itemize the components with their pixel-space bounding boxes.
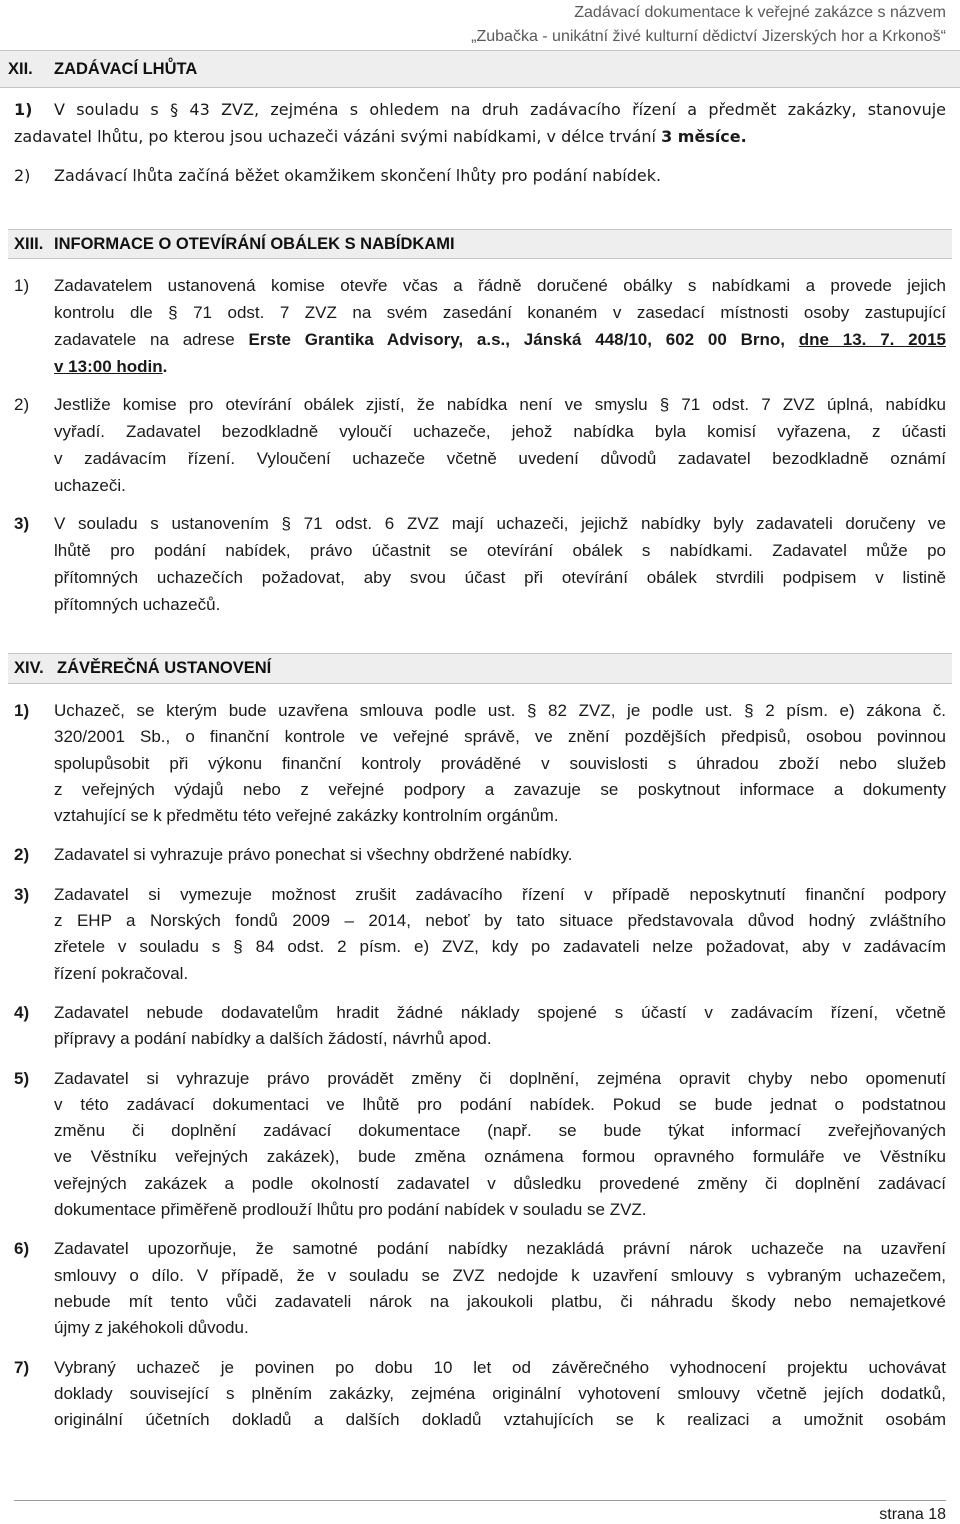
section-body bbox=[0, 272, 960, 618]
list-item bbox=[0, 842, 960, 868]
text-line: újmy z jakéhokoli důvodu. bbox=[54, 1318, 249, 1338]
item-number: 7) bbox=[14, 1357, 30, 1377]
text-line: Jestliže komise pro otevírání obálek zjistí, že nabídka není ve smyslu § 71 odst. 7 ZVZ úplná, nabídku bbox=[54, 394, 946, 414]
page-number: strana 18 bbox=[879, 1506, 946, 1523]
section-title: ZÁVĚREČNÁ USTANOVENÍ bbox=[57, 659, 272, 677]
text-line: Zadavatel upozorňuje, že samotné podání nabídky nezakládá právní nárok uchazeče na uzavření bbox=[54, 1239, 946, 1259]
text-line bbox=[54, 326, 946, 353]
text-line: zřetele v souladu s § 84 odst. 2 písm. e) ZVZ, kdy po zadavateli nelze požadovat, aby v zadávacím bbox=[54, 937, 946, 957]
text-line: originální účetních dokladů a dalších dokladů vztahujících se k realizaci a umožnit osobám bbox=[54, 1410, 946, 1430]
item-number: 1) bbox=[14, 100, 33, 119]
header-document-title: Zadávací dokumentace k veřejné zakázce s názvem bbox=[574, 4, 946, 21]
section-body bbox=[0, 698, 960, 1433]
footer-rule bbox=[14, 1500, 946, 1501]
list-item bbox=[0, 97, 960, 150]
bold-text: 3 měsíce. bbox=[661, 126, 747, 146]
item-number: 3) bbox=[14, 884, 30, 904]
item-number: 1) bbox=[14, 275, 30, 295]
item-number: 5) bbox=[14, 1068, 30, 1088]
section-xiv bbox=[0, 653, 960, 1433]
header-project-name: „Zubačka - unikátní živé kulturní dědictví Jizerských hor a Krkonoš“ bbox=[471, 28, 946, 45]
bold-text: Erste Grantika Advisory, a.s., Jánská 448/10, 602 00 Brno, bbox=[248, 329, 799, 349]
text-line: vztahující se k předmětu této veřejné zakázky kontrolním orgánům. bbox=[54, 806, 559, 826]
section-xiii bbox=[0, 229, 960, 618]
text-segment: zadavatele na adrese bbox=[54, 329, 249, 349]
text-line: spolupůsobit při výkonu finanční kontroly prováděné v souvislosti s úhradou zboží nebo služeb bbox=[54, 753, 946, 773]
text-line: nebude mít tento vůči zadavateli nárok na jakoukoli platbu, či náhradu škody nebo nemajetkové bbox=[54, 1291, 946, 1311]
text-line: Vybraný uchazeč je povinen po dobu 10 let od závěrečného vyhodnocení projektu uchovávat bbox=[54, 1357, 946, 1377]
text-line: Zadavatel si vyhrazuje právo provádět změny či doplnění, zejména opravit chyby nebo opomenutí bbox=[54, 1068, 946, 1088]
text-line: vyřadí. Zadavatel bezodkladně vyloučí uchazeče, jehož nabídka byla komisí vyřazena, z účasti bbox=[54, 421, 946, 441]
list-item bbox=[0, 882, 960, 987]
section-title: INFORMACE O OTEVÍRÁNÍ OBÁLEK S NABÍDKAMI bbox=[54, 235, 455, 253]
text-line: přítomných uchazečů. bbox=[54, 594, 221, 614]
text-line: doklady související s plněním zakázky, zejména originální vyhotovení smlouvy včetně jejích dodatků, bbox=[54, 1383, 946, 1403]
item-number: 2) bbox=[14, 166, 31, 185]
list-item bbox=[0, 1066, 960, 1224]
text-line: V souladu s ustanovením § 71 odst. 6 ZVZ mají uchazeči, jejichž nabídky byly zadavateli doručeny ve bbox=[54, 513, 946, 533]
section-number: XIV. bbox=[14, 659, 44, 677]
list-item bbox=[0, 391, 960, 499]
section-heading bbox=[0, 50, 960, 88]
section-number: XIII. bbox=[14, 235, 44, 253]
item-number: 6) bbox=[14, 1239, 30, 1259]
list-item bbox=[0, 698, 960, 829]
text-line: z EHP a Norských fondů 2009 – 2014, neboť by tato situace představovala důvod hodný zvláštního bbox=[54, 911, 946, 931]
item-number: 1) bbox=[14, 701, 30, 720]
list-item bbox=[0, 163, 960, 190]
item-number: 2) bbox=[14, 394, 30, 414]
text-line: přítomných uchazečích požadovat, aby svou účast při otevírání obálek stvrdili podpisem v listině bbox=[54, 567, 946, 587]
section-title: ZADÁVACÍ LHŮTA bbox=[54, 60, 198, 78]
text-line: v této zadávací dokumentaci ve lhůtě pro podání nabídek. Pokud se bude jednat o podstatnou bbox=[54, 1094, 946, 1114]
item-number: 4) bbox=[14, 1002, 30, 1022]
text-line bbox=[14, 124, 946, 151]
list-item bbox=[0, 1000, 960, 1053]
text-line: ve Věstníku veřejných zakázek), bude změna oznámena formou opravného formuláře ve Věstníku bbox=[54, 1147, 946, 1167]
text-line: v zadávacím řízení. Vyloučení uchazeče včetně uvedení důvodů zadavatel bezodkladně oznámí bbox=[54, 448, 946, 468]
text-line: Zadavatel nebude dodavatelům hradit žádné náklady spojené s účastí v zadávacím řízení, včetně bbox=[54, 1002, 946, 1022]
list-item bbox=[0, 1236, 960, 1341]
text-line: lhůtě pro podání nabídek, právo účastnit se otevírání obálek s nabídkami. Zadavatel může po bbox=[54, 540, 946, 560]
list-item bbox=[0, 1355, 960, 1434]
underlined-text: dne 13. 7. 2015 bbox=[798, 329, 946, 349]
text-line: Zadávací lhůta začíná běžet okamžikem skončení lhůty pro podání nabídek. bbox=[54, 166, 662, 185]
text-line: 320/2001 Sb., o finanční kontrole ve veřejné správě, ve znění pozdějších předpisů, osobou povinnou bbox=[54, 727, 946, 747]
item-number: 3) bbox=[14, 513, 30, 533]
underlined-text: v 13:00 hodin bbox=[54, 356, 163, 376]
text-line: řízení pokračoval. bbox=[54, 963, 189, 983]
list-item bbox=[0, 510, 960, 618]
section-heading bbox=[8, 653, 952, 684]
text-line: smlouvy o dílo. V případě, že v souladu se ZVZ nedojde k uzavření smlouvy s vybraným uchazečem, bbox=[54, 1265, 946, 1285]
list-item bbox=[0, 272, 960, 380]
text-line: V souladu s § 43 ZVZ, zejména s ohledem na druh zadávacího řízení a předmět zakázky, stanovuje bbox=[54, 100, 946, 119]
text-segment: zadavatel lhůtu, po kterou jsou uchazeči vázáni svými nabídkami, v délce trvání bbox=[14, 126, 662, 146]
section-xii bbox=[0, 50, 960, 190]
section-heading bbox=[8, 229, 952, 259]
section-number: XII. bbox=[8, 60, 33, 78]
running-header bbox=[471, 1, 946, 49]
text-line: přípravy a podání nabídky a dalších žádostí, návrhů apod. bbox=[54, 1029, 492, 1049]
section-body bbox=[0, 97, 960, 190]
text-line: změnu či doplnění zadávací dokumentace (např. se bude týkat informací zveřejňovaných bbox=[54, 1121, 946, 1141]
item-number: 2) bbox=[14, 845, 30, 865]
text-line: z veřejných výdajů nebo z veřejné podpory a zavazuje se poskytnout informace a dokumenty bbox=[54, 779, 946, 799]
text-line: Zadavatel si vyhrazuje právo ponechat si všechny obdržené nabídky. bbox=[54, 845, 573, 865]
text-line: Uchazeč, se kterým bude uzavřena smlouva podle ust. § 82 ZVZ, je podle ust. § 2 písm. e) zákona č. bbox=[54, 701, 946, 720]
bold-text: . bbox=[162, 356, 168, 376]
text-line: Zadavatelem ustanovená komise otevře včas a řádně doručené obálky s nabídkami a provede jejich bbox=[54, 275, 946, 295]
text-line: kontrolu dle § 71 odst. 7 ZVZ na svém zasedání konaném v zasedací místnosti osoby zastupující bbox=[54, 302, 946, 322]
text-line: Zadavatel si vymezuje možnost zrušit zadávacího řízení v případě neposkytnutí finanční podpory bbox=[54, 884, 946, 904]
text-line: veřejných zakázek a podle okolností zadavatel v důsledku provedené změny či doplnění zadávací bbox=[54, 1173, 946, 1193]
text-line: uchazeči. bbox=[54, 475, 126, 495]
text-line bbox=[54, 353, 946, 380]
text-line: dokumentace přiměřeně prodlouží lhůtu pro podání nabídek v souladu se ZVZ. bbox=[54, 1200, 647, 1220]
